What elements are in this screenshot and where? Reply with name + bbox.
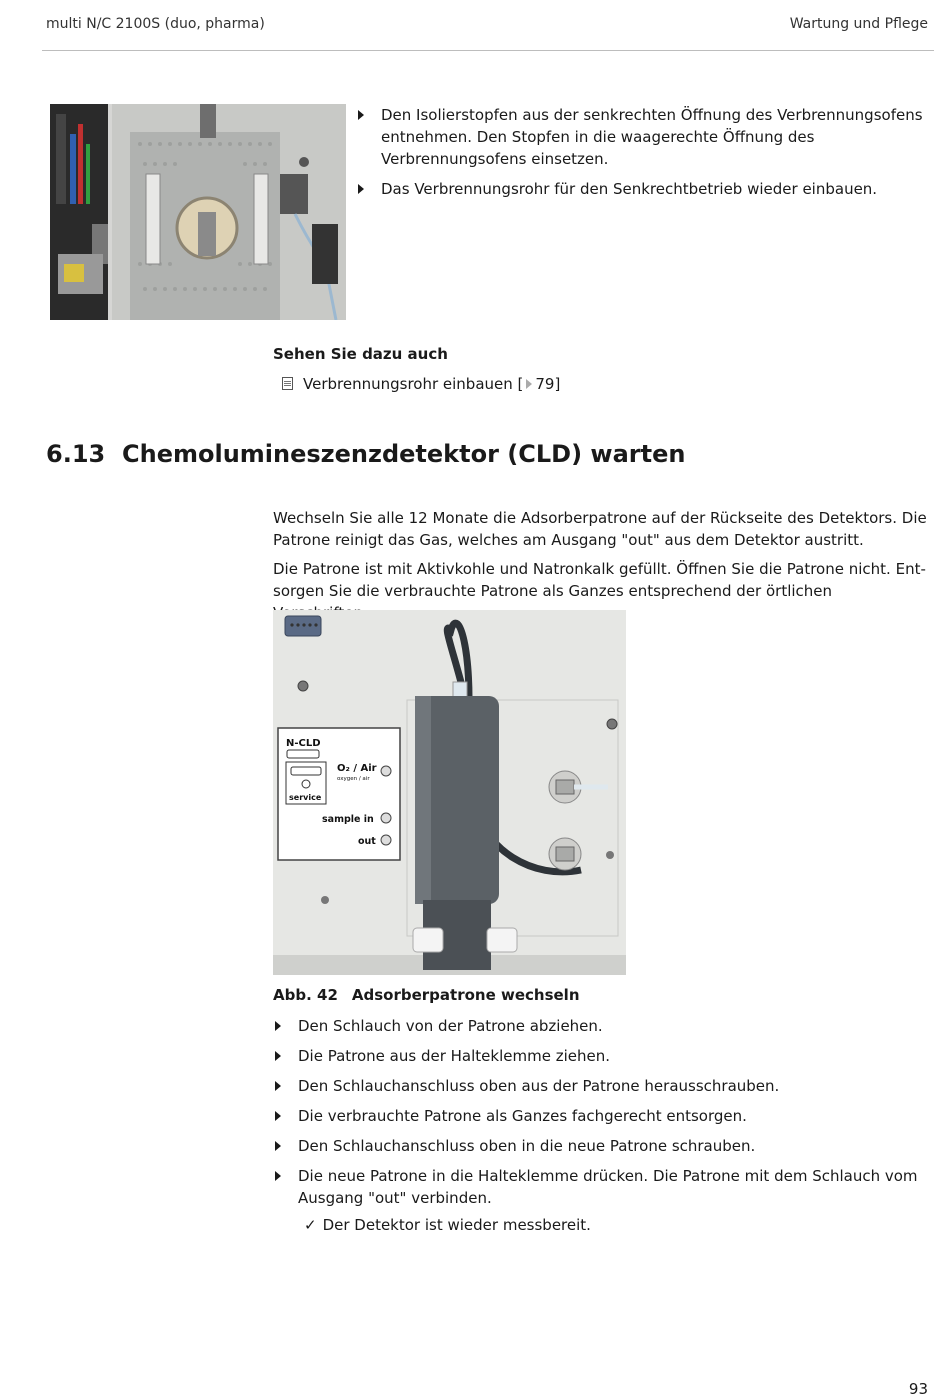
see-also-page: 79] xyxy=(535,375,561,393)
list-item xyxy=(273,1015,933,1037)
bullet-arrow-icon xyxy=(275,1141,281,1151)
furnace-photo xyxy=(50,104,346,320)
paragraph: Die Patrone ist mit Aktivkohle und Natronkalk gefüllt. Öffnen Sie die Patrone nicht. Entsorgen Sie die verbrauchte Patrone als Ganzes entsprechend der örtlichen xyxy=(273,560,926,600)
running-header-chapter: Wartung und Pflege xyxy=(789,16,928,32)
list-item-text: Das Verbrennungsrohr für den Senkrechtbetrieb wieder einbauen. xyxy=(381,180,878,198)
list-item-text: Den Isolierstopfen aus der senkrechten Öffnung des Verbrennungsofens entnehmen. Den Stopfen in die waagerechte Öffnung des Verbrennungsofens einsetzen. xyxy=(381,106,923,168)
checkmark-icon: ✓ xyxy=(304,1216,317,1234)
see-also-heading: Sehen Sie dazu auch xyxy=(273,345,448,363)
list-item xyxy=(273,1105,933,1127)
list-item-text: Den Schlauchanschluss oben aus der Patrone herausschrauben. xyxy=(298,1077,780,1095)
service-label: service xyxy=(289,793,322,802)
sample-in-label: sample in xyxy=(322,814,374,825)
figure-caption xyxy=(273,986,580,1004)
list-item-text: Die verbrauchte Patrone als Ganzes fachgerecht entsorgen. xyxy=(298,1107,747,1125)
paragraph: Wechseln Sie alle 12 Monate die Adsorberpatrone auf der Rückseite des Detektors. Die Patrone reinigt das Gas, welches am Ausgang "out" aus dem Detektor austritt. xyxy=(273,509,927,549)
bullet-arrow-icon xyxy=(275,1111,281,1121)
list-item-text: Den Schlauch von der Patrone abziehen. xyxy=(298,1017,603,1035)
list-item-text: Den Schlauchanschluss oben in die neue Patrone schrauben. xyxy=(298,1137,756,1155)
section-title: Chemolumineszenzdetektor (CLD) warten xyxy=(122,440,686,468)
list-item xyxy=(273,1165,933,1209)
see-also-link[interactable] xyxy=(282,375,560,393)
result-text: Der Detektor ist wieder messbereit. xyxy=(322,1216,591,1234)
list-item xyxy=(273,1135,933,1157)
step-list-bottom xyxy=(273,1015,933,1217)
step-list-top xyxy=(356,104,926,208)
section-number: 6.13 xyxy=(46,440,106,468)
list-item-text: Die neue Patrone in die Halteklemme drücken. Die Patrone mit dem Schlauch vom Ausgang "out" verbinden. xyxy=(298,1167,918,1207)
header-divider xyxy=(42,50,934,51)
bullet-arrow-icon xyxy=(275,1171,281,1181)
result-line xyxy=(304,1216,591,1234)
bullet-arrow-icon xyxy=(358,110,364,120)
panel-title-label: N-CLD xyxy=(286,738,321,749)
list-item xyxy=(273,1075,933,1097)
document-icon xyxy=(282,377,293,390)
running-header-title: multi N/C 2100S (duo, pharma) xyxy=(46,16,265,32)
list-item-text: Die Patrone aus der Halteklemme ziehen. xyxy=(298,1047,610,1065)
bullet-arrow-icon xyxy=(275,1021,281,1031)
cld-detector-photo xyxy=(273,610,626,975)
page-pointer-icon xyxy=(526,379,532,389)
list-item xyxy=(356,178,926,200)
figure-caption-text: Adsorberpatrone wechseln xyxy=(351,986,580,1004)
page-number: 93 xyxy=(908,1380,928,1398)
figure-label: Abb. 42 xyxy=(273,986,338,1004)
o2-air-sublabel: oxygen / air xyxy=(337,776,370,782)
bullet-arrow-icon xyxy=(275,1051,281,1061)
o2-air-label: O₂ / Air xyxy=(337,763,377,774)
see-also-link-text: Verbrennungsrohr einbauen [ xyxy=(303,375,524,393)
list-item xyxy=(273,1045,933,1067)
bullet-arrow-icon xyxy=(275,1081,281,1091)
bullet-arrow-icon xyxy=(358,184,364,194)
list-item xyxy=(356,104,926,170)
out-label: out xyxy=(358,836,376,847)
